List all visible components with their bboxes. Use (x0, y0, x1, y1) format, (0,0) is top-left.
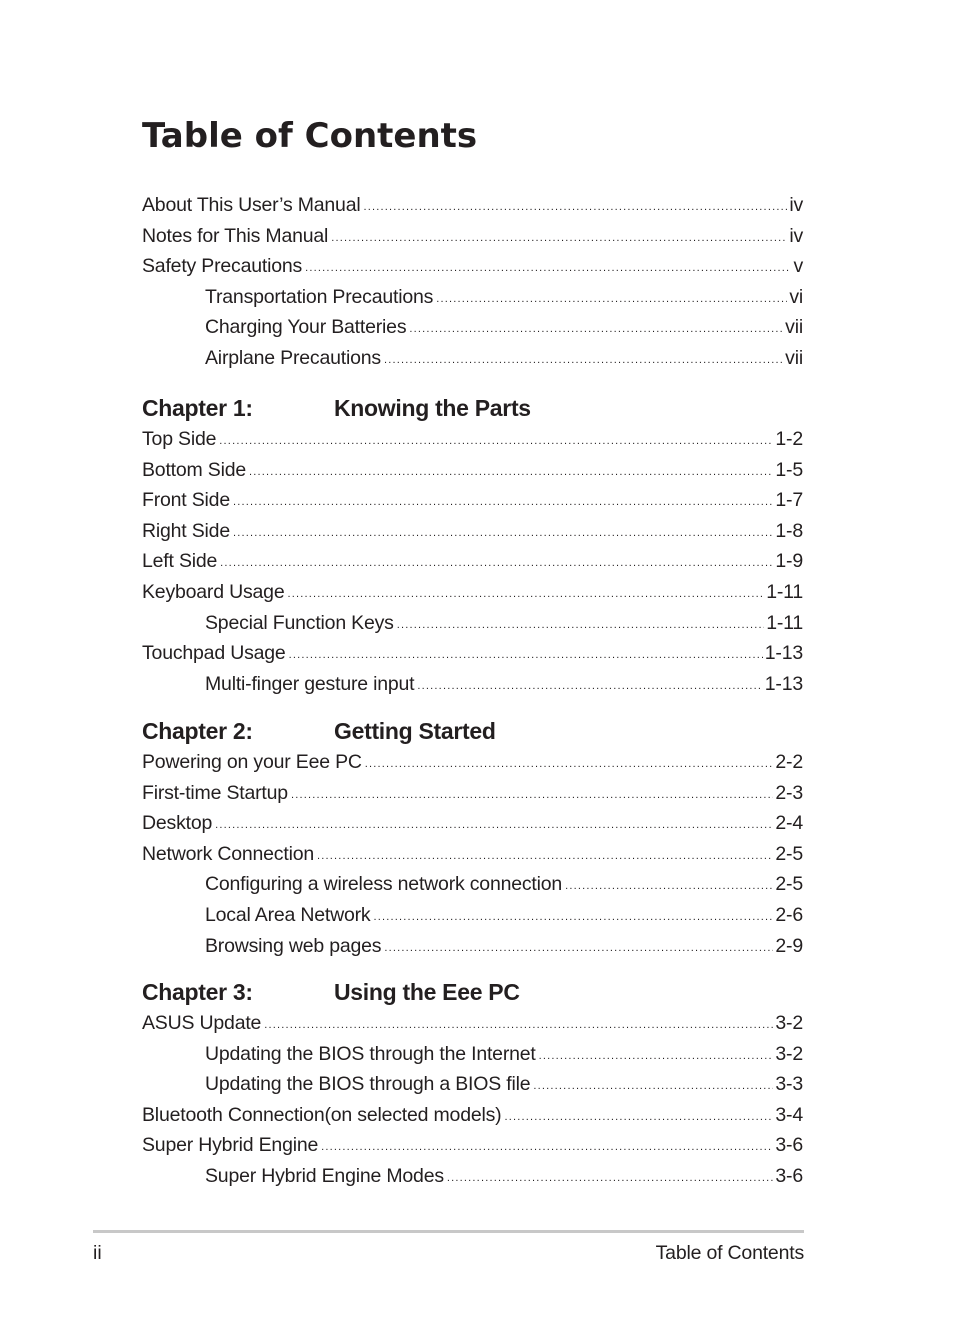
toc-entry-page: 3-4 (775, 1103, 803, 1126)
chapter-number: Chapter 2: (142, 718, 253, 744)
toc-subentry[interactable] (142, 931, 803, 962)
toc-entry-page: 2-6 (775, 903, 803, 926)
toc-entry-title: Multi-finger gesture input (205, 672, 415, 695)
dot-leader (220, 558, 773, 569)
toc-entry-page: 1-7 (775, 489, 803, 512)
toc-entry-page: 3-2 (775, 1042, 803, 1065)
toc-entry[interactable] (142, 1008, 803, 1039)
toc-entry-title: Bluetooth Connection(on selected models) (142, 1103, 502, 1126)
toc-entry-page: 1-5 (775, 458, 803, 481)
toc-entry-page: 2-4 (775, 812, 803, 835)
toc-entry-title: Front Side (142, 489, 230, 512)
dot-leader (384, 943, 773, 954)
toc-entry-page: 1-11 (766, 611, 803, 634)
toc-entry-title: Safety Precautions (142, 255, 303, 278)
toc-entry[interactable] (142, 455, 803, 486)
dot-leader (287, 589, 764, 600)
toc-subentry[interactable] (142, 282, 803, 313)
toc-chapter-1-section (142, 382, 803, 699)
toc-entry-title: Keyboard Usage (142, 580, 285, 603)
toc-entry-title: Desktop (142, 812, 213, 835)
toc-subentry[interactable] (142, 343, 803, 374)
toc-entry-title: First-time Startup (142, 781, 288, 804)
toc-entry-title: Super Hybrid Engine Modes (205, 1164, 444, 1187)
dot-leader (565, 881, 773, 892)
toc-entry-page: 2-9 (775, 934, 803, 957)
toc-entry-title: Charging Your Batteries (205, 316, 407, 339)
toc-entry-page: 2-2 (775, 751, 803, 773)
toc-entry[interactable] (142, 839, 803, 870)
dot-leader (317, 851, 773, 862)
toc-subentry[interactable] (142, 312, 803, 343)
dot-leader (373, 912, 773, 923)
toc-entry-title: Right Side (142, 519, 230, 542)
toc-entry-title: Touchpad Usage (142, 642, 286, 665)
toc-entry-title: Transportation Precautions (205, 285, 434, 308)
toc-entry[interactable] (142, 638, 803, 669)
toc-subentry[interactable] (142, 869, 803, 900)
toc-entry-page: 1-9 (775, 550, 803, 573)
dot-leader (384, 355, 783, 366)
toc-subentry[interactable] (142, 900, 803, 931)
toc-entry-page: vii (785, 346, 803, 369)
toc-entry-page: 3-3 (775, 1073, 803, 1096)
dot-leader (363, 202, 787, 213)
toc-intro-section (142, 190, 803, 374)
toc-entry[interactable] (142, 190, 803, 221)
toc-entry[interactable] (142, 577, 803, 608)
toc-entry-page: 2-3 (775, 781, 803, 804)
dot-leader (417, 681, 762, 692)
toc-entry-title: Airplane Precautions (205, 346, 381, 369)
toc-chapter-3-section (142, 966, 803, 1192)
toc-entry-page: 3-6 (775, 1134, 803, 1157)
toc-subentry[interactable] (142, 1161, 803, 1192)
toc-entry-page: iv (789, 224, 803, 247)
chapter-title: Getting Started (334, 718, 496, 744)
toc-entry[interactable] (142, 485, 803, 516)
toc-entry-title: Browsing web pages (205, 934, 382, 957)
toc-entry-title: Powering on your Eee PC (142, 751, 362, 773)
toc-entry-title: Updating the BIOS through a BIOS file (205, 1073, 531, 1096)
toc-subentry[interactable] (142, 1069, 803, 1100)
toc-entry-title: Bottom Side (142, 458, 247, 481)
toc-entry[interactable] (142, 251, 803, 282)
toc-entry-page: 1-13 (764, 672, 803, 695)
dot-leader (305, 263, 791, 274)
dot-leader (533, 1081, 773, 1092)
footer-divider (93, 1230, 804, 1233)
toc-entry-page: 2-5 (775, 842, 803, 865)
toc-entry-page: 1-11 (766, 580, 803, 603)
toc-entry-title: Special Function Keys (205, 611, 394, 634)
toc-entry[interactable] (142, 424, 803, 455)
dot-leader (289, 650, 763, 661)
toc-entry-page: v (793, 255, 803, 278)
toc-entry-page: 1-13 (764, 642, 803, 665)
footer-page-number: ii (93, 1242, 102, 1264)
dot-leader (264, 1020, 773, 1031)
toc-entry[interactable] (142, 516, 803, 547)
toc-entry-title: Configuring a wireless network connection (205, 873, 563, 896)
toc-entry[interactable] (142, 808, 803, 839)
dot-leader (436, 294, 787, 305)
dot-leader (397, 620, 764, 631)
chapter-title: Knowing the Parts (334, 395, 531, 421)
chapter-heading[interactable] (142, 976, 803, 1008)
chapter-heading[interactable] (142, 715, 803, 747)
toc-entry-page: 1-2 (775, 428, 803, 450)
dot-leader (219, 436, 773, 447)
dot-leader (215, 820, 773, 831)
toc-entry[interactable] (142, 1100, 803, 1131)
dot-leader (233, 497, 773, 508)
toc-entry-page: 2-5 (775, 873, 803, 896)
chapter-number: Chapter 3: (142, 979, 253, 1005)
toc-entry-page: 3-6 (775, 1164, 803, 1187)
dot-leader (365, 759, 774, 770)
toc-entry-page: 3-2 (775, 1012, 803, 1034)
toc-entry-page: iv (789, 194, 803, 216)
toc-entry-title: Network Connection (142, 842, 314, 865)
toc-entry[interactable] (142, 221, 803, 252)
dot-leader (447, 1173, 774, 1184)
toc-entry[interactable] (142, 546, 803, 577)
dot-leader (233, 528, 773, 539)
chapter-heading[interactable] (142, 392, 803, 424)
toc-entry-title: About This User’s Manual (142, 194, 361, 216)
toc-entry-title: Updating the BIOS through the Internet (205, 1042, 536, 1065)
toc-entry[interactable] (142, 1130, 803, 1161)
toc-entry-title: Notes for This Manual (142, 224, 329, 247)
dot-leader (331, 233, 787, 244)
toc-entry-title: ASUS Update (142, 1012, 262, 1034)
toc-chapter-2-section (142, 705, 803, 961)
chapter-number: Chapter 1: (142, 395, 253, 421)
toc-subentry[interactable] (142, 1039, 803, 1070)
toc-entry-title: Left Side (142, 550, 218, 573)
dot-leader (249, 467, 773, 478)
toc-entry-page: vii (785, 316, 803, 339)
dot-leader (409, 324, 783, 335)
page-title: Table of Contents (142, 116, 478, 156)
toc-subentry[interactable] (142, 669, 803, 700)
toc-entry-title: Super Hybrid Engine (142, 1134, 319, 1157)
toc-entry[interactable] (142, 778, 803, 809)
dot-leader (539, 1051, 774, 1062)
toc-entry[interactable] (142, 747, 803, 778)
chapter-title: Using the Eee PC (334, 979, 520, 1005)
toc-entry-title: Top Side (142, 428, 217, 450)
toc-entry-title: Local Area Network (205, 903, 371, 926)
toc-entry-page: 1-8 (775, 519, 803, 542)
dot-leader (291, 790, 773, 801)
toc-entry-page: vi (789, 285, 803, 308)
dot-leader (504, 1112, 773, 1123)
toc-subentry[interactable] (142, 608, 803, 639)
footer-section-title: Table of Contents (655, 1242, 804, 1264)
dot-leader (321, 1142, 773, 1153)
